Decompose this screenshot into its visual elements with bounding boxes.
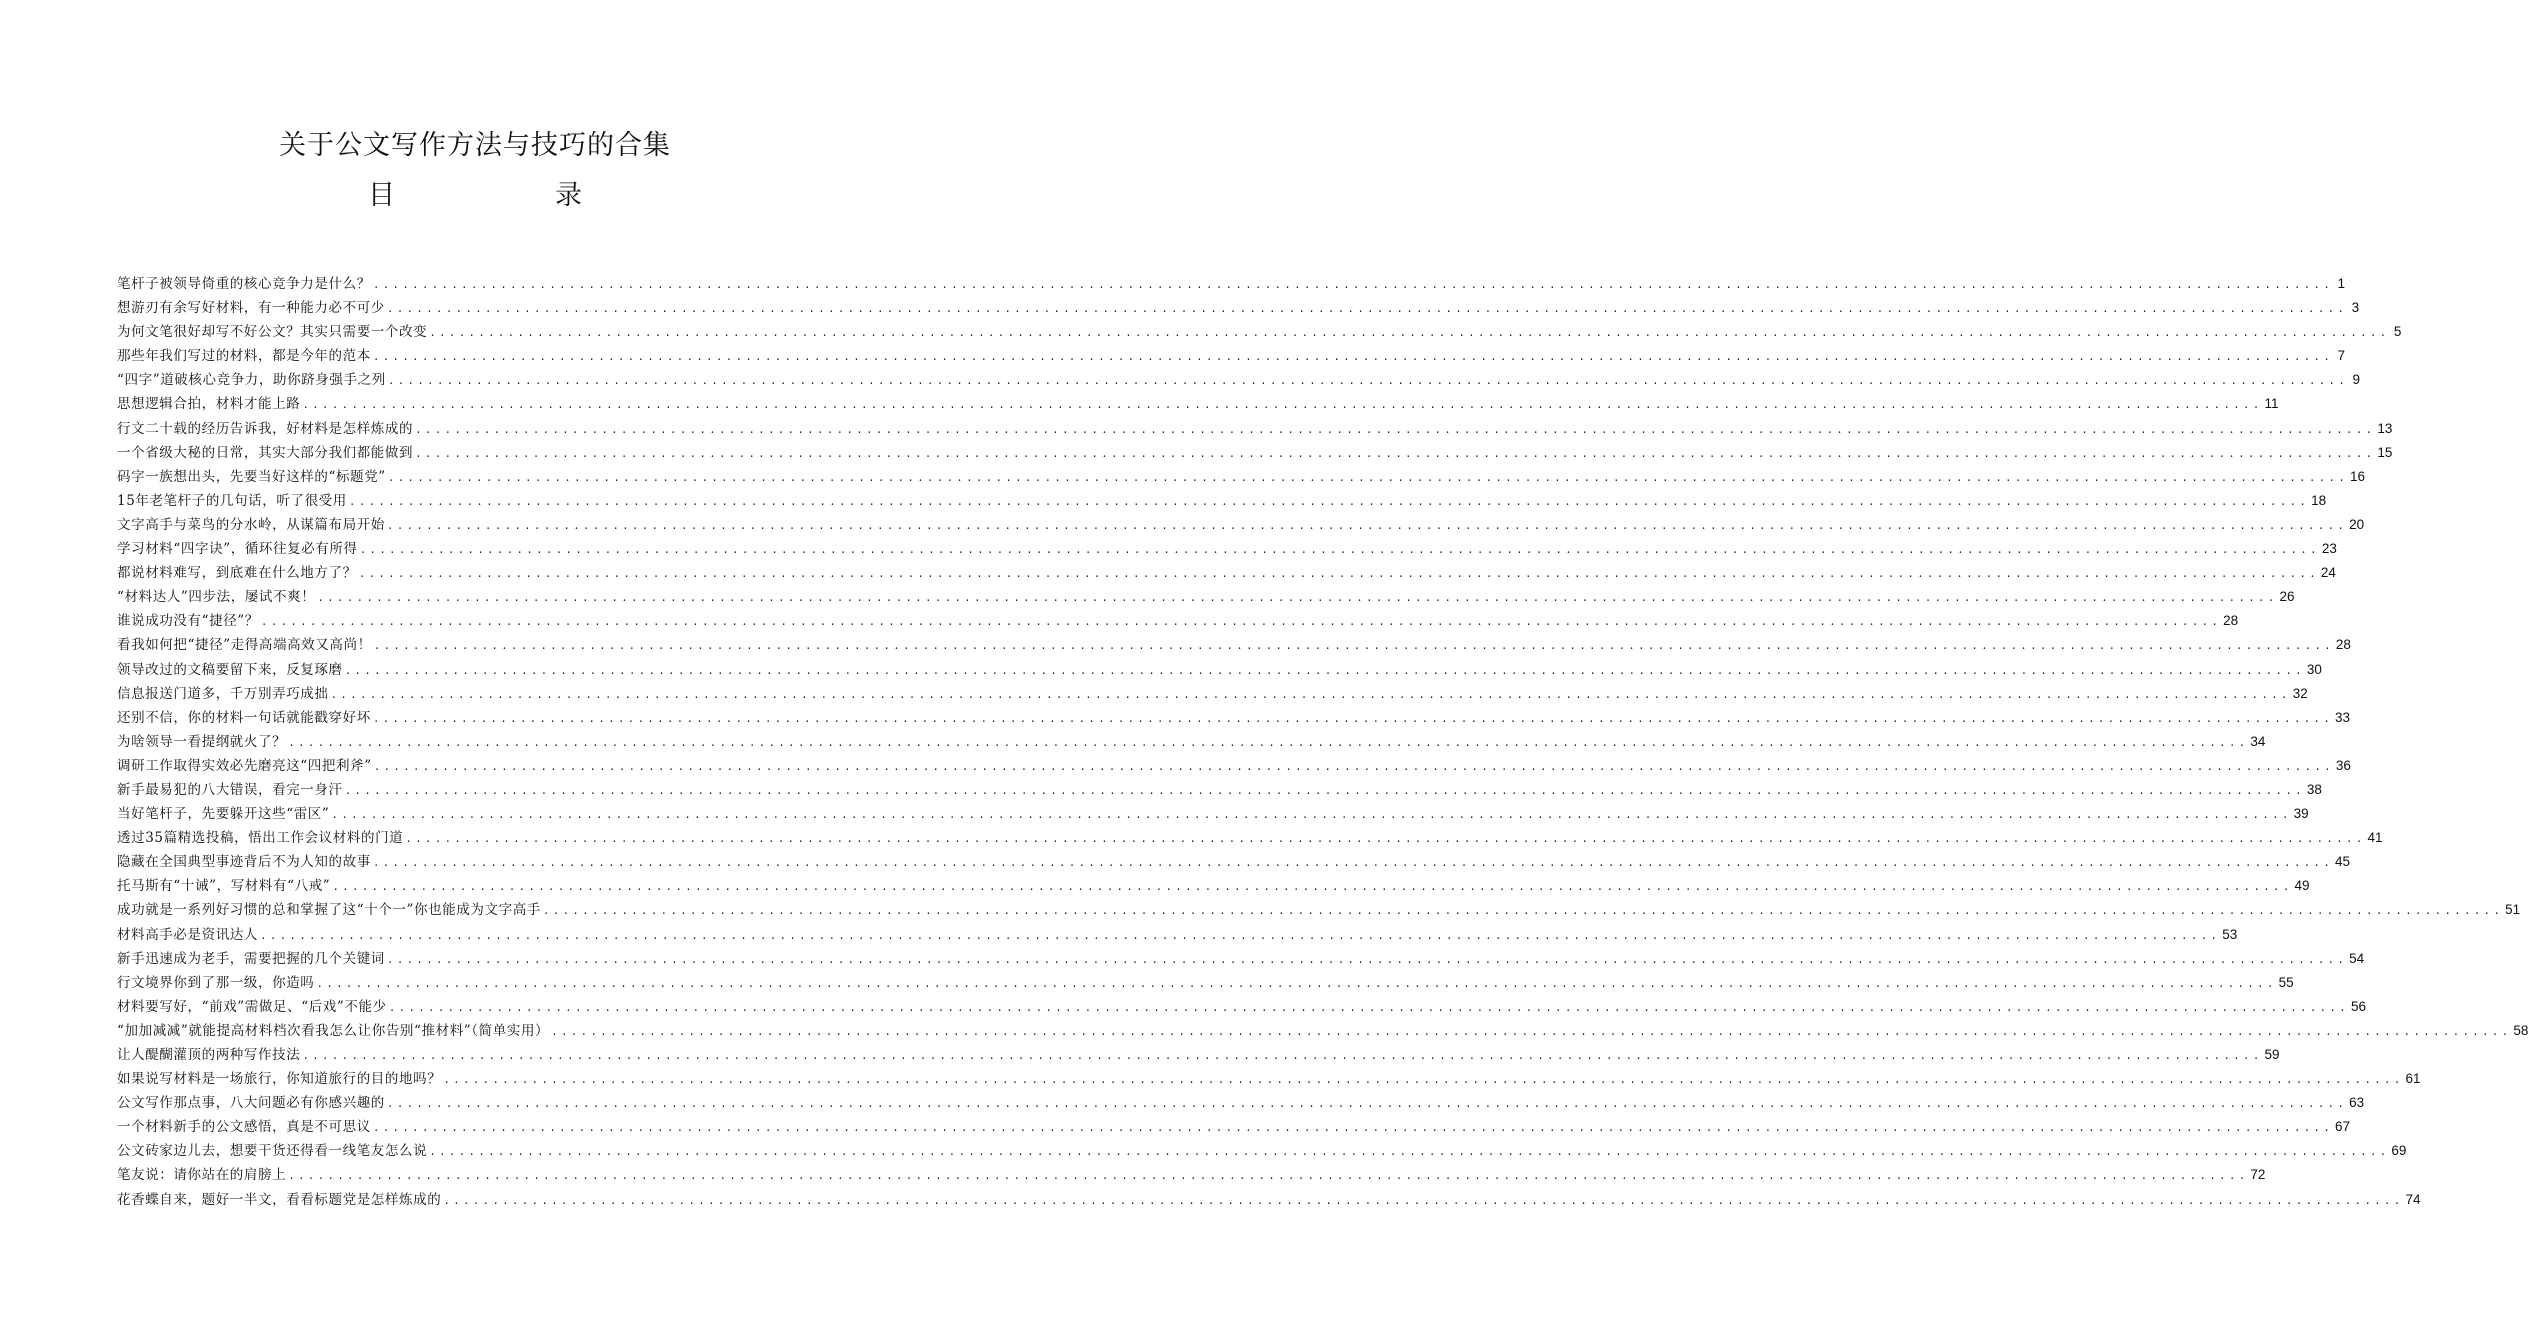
- toc-entry-title[interactable]: “材料达人”四步法，屡试不爽！: [117, 589, 316, 606]
- toc-entry-page-number[interactable]: 26: [2279, 589, 2295, 605]
- toc-entry-page-number[interactable]: 54: [2349, 950, 2365, 966]
- toc-entry-title[interactable]: 都说材料难写，到底难在什么地方了？: [117, 565, 357, 582]
- toc-entry-title[interactable]: 还别不信，你的材料一句话就能戳穿好坏: [117, 709, 371, 726]
- toc-entry-page-number[interactable]: 33: [2335, 709, 2351, 725]
- toc-entry[interactable]: [117, 898, 2521, 922]
- toc-leader-dots: ........................................................................................................................................................................................................: [415, 424, 2376, 437]
- toc-heading-right: 录: [555, 180, 582, 211]
- toc-entry-title[interactable]: 新手迅速成为老手，需要把握的几个关键词: [117, 950, 385, 967]
- toc-entry[interactable]: [117, 633, 2351, 657]
- toc-entry[interactable]: [117, 1043, 2280, 1067]
- toc-entry[interactable]: [117, 754, 2351, 778]
- toc-leader-dots: ........................................................................................................................................................................................................: [260, 930, 2221, 943]
- toc-leader-dots: ........................................................................................................................................................................................................: [372, 280, 2334, 292]
- toc-leader-dots: ........................................................................................................................................................................................................: [288, 1171, 2249, 1184]
- toc-leader-dots: ........................................................................................................................................................................................................: [344, 785, 2305, 798]
- toc-leader-dots: ........................................................................................................................................................................................................: [386, 954, 2348, 967]
- toc-entry-page-number[interactable]: 9: [2352, 372, 2361, 388]
- toc-entry-page-number[interactable]: 16: [2350, 468, 2366, 484]
- toc-entry[interactable]: [117, 537, 2337, 561]
- toc-leader-dots: ........................................................................................................................................................................................................: [542, 906, 2504, 919]
- toc-entry[interactable]: [117, 1067, 2421, 1091]
- toc-entry[interactable]: [117, 392, 2279, 416]
- toc-entry[interactable]: [117, 1091, 2365, 1115]
- toc-leader-dots: ........................................................................................................................................................................................................: [388, 1002, 2349, 1015]
- toc-entry-page-number[interactable]: 1: [2337, 276, 2346, 291]
- toc-entry-title[interactable]: 当好笔杆子，先要躲开这些“雷区”: [117, 806, 330, 823]
- toc-leader-dots: ........................................................................................................................................................................................................: [331, 810, 2292, 823]
- toc-entry[interactable]: [117, 296, 2360, 320]
- toc-entry-page-number[interactable]: 30: [2306, 661, 2322, 677]
- toc-leader-dots: ........................................................................................................................................................................................................: [405, 834, 2366, 847]
- toc-entry-title[interactable]: 花香蝶自来，题好一半文，看看标题党是怎样炼成的: [117, 1191, 442, 1208]
- toc-entry[interactable]: [117, 778, 2322, 802]
- toc-entry[interactable]: [117, 272, 2346, 296]
- toc-leader-dots: ........................................................................................................................................................................................................: [317, 593, 2278, 606]
- toc-entry-page-number[interactable]: 3: [2351, 300, 2360, 316]
- toc-entry-title[interactable]: 为何文笔很好却写不好公文？其实只需要一个改变: [117, 324, 428, 341]
- toc-entry-page-number[interactable]: 72: [2250, 1167, 2266, 1183]
- toc-leader-dots: ........................................................................................................................................................................................................: [302, 400, 2263, 413]
- toc-entry[interactable]: [117, 1115, 2351, 1139]
- toc-entry[interactable]: [117, 1163, 2266, 1187]
- toc-leader-dots: ........................................................................................................................................................................................................: [332, 882, 2293, 895]
- toc-leader-dots: ........................................................................................................................................................................................................: [386, 304, 2348, 317]
- toc-entry-page-number[interactable]: 32: [2292, 685, 2308, 701]
- toc-entry-title[interactable]: 成功就是一系列好习惯的总和掌握了这“十个一”你也能成为文字高手: [117, 902, 541, 919]
- toc-entry-page-number[interactable]: 49: [2294, 878, 2310, 894]
- toc-entry-title[interactable]: 为啥领导一看提纲就火了？: [117, 733, 287, 750]
- toc-entry-page-number[interactable]: 11: [2264, 396, 2279, 412]
- toc-entry-title[interactable]: 文字高手与菜鸟的分水岭，从谋篇布局开始: [117, 516, 385, 533]
- toc-entry-page-number[interactable]: 28: [2335, 637, 2351, 653]
- toc-entry[interactable]: [117, 947, 2365, 971]
- toc-entry-title[interactable]: 谁说成功没有“捷径”？: [117, 613, 259, 630]
- toc-entry-page-number[interactable]: 63: [2349, 1095, 2365, 1111]
- toc-entry-page-number[interactable]: 69: [2391, 1143, 2407, 1159]
- toc-leader-dots: ........................................................................................................................................................................................................: [372, 858, 2334, 871]
- toc-entry-page-number[interactable]: 58: [2513, 1022, 2528, 1038]
- toc-entry-title[interactable]: 行文二十载的经历告诉我，好材料是怎样炼成的: [117, 420, 414, 437]
- toc-entry-page-number[interactable]: 53: [2222, 926, 2238, 942]
- toc-entry-title[interactable]: 那些年我们写过的材料，都是今年的范本: [117, 348, 371, 365]
- toc-entry-page-number[interactable]: 7: [2337, 348, 2346, 364]
- toc-entry[interactable]: [117, 850, 2351, 874]
- toc-entry-page-number[interactable]: 20: [2349, 516, 2365, 532]
- toc-entry[interactable]: [117, 513, 2365, 537]
- toc-entry-page-number[interactable]: 38: [2306, 781, 2322, 797]
- toc-leader-dots: ........................................................................................................................................................................................................: [372, 352, 2334, 365]
- toc-entry-title[interactable]: 材料要写好，“前戏”需做足、“后戏”不能少: [117, 998, 387, 1015]
- toc-entry-title[interactable]: 公文砖家边儿去，想要干货还得看一线笔友怎么说: [117, 1143, 428, 1160]
- toc-leader-dots: ........................................................................................................................................................................................................: [372, 713, 2334, 726]
- toc-leader-dots: ........................................................................................................................................................................................................: [429, 1147, 2390, 1160]
- toc-entry-title[interactable]: 思想逻辑合拍，材料才能上路: [117, 396, 301, 413]
- toc-entry[interactable]: [117, 706, 2351, 730]
- toc-leader-dots: ........................................................................................................................................................................................................: [415, 448, 2376, 461]
- toc-leader-dots: ........................................................................................................................................................................................................: [373, 641, 2334, 654]
- toc-entry-title[interactable]: 隐藏在全国典型事迹背后不为人知的故事: [117, 854, 371, 871]
- toc-entry-page-number[interactable]: 51: [2505, 902, 2521, 918]
- toc-leader-dots: ........................................................................................................................................................................................................: [348, 496, 2310, 509]
- toc-entry-page-number[interactable]: 56: [2350, 998, 2366, 1014]
- toc-entry[interactable]: [117, 561, 2336, 585]
- toc-leader-dots: ........................................................................................................................................................................................................: [373, 761, 2334, 774]
- toc-heading-left: 目: [368, 180, 395, 211]
- toc-entry-title[interactable]: 新手最易犯的八大错误，看完一身汗: [117, 781, 343, 798]
- toc-entry-title[interactable]: 公文写作那点事，八大问题必有你感兴趣的: [117, 1095, 385, 1112]
- toc-entry-title[interactable]: 笔杆子被领导倚重的核心竞争力是什么？: [117, 276, 371, 292]
- toc-entry[interactable]: [117, 1019, 2528, 1043]
- toc-entry-title[interactable]: 领导改过的文稿要留下来，反复琢磨: [117, 661, 343, 678]
- toc-entry[interactable]: [117, 682, 2308, 706]
- toc-entry[interactable]: [117, 489, 2327, 513]
- toc-entry[interactable]: [117, 971, 2294, 995]
- toc-leader-dots: ........................................................................................................................................................................................................: [359, 545, 2320, 558]
- toc-entry-title[interactable]: 行文境界你到了那一级，你造吗: [117, 974, 315, 991]
- toc-entry-page-number[interactable]: 59: [2264, 1047, 2280, 1062]
- toc-entry[interactable]: [117, 344, 2346, 368]
- toc-entry-page-number[interactable]: 28: [2223, 613, 2239, 629]
- toc-entry-page-number[interactable]: 13: [2377, 420, 2393, 436]
- toc-leader-dots: ........................................................................................................................................................................................................: [386, 520, 2348, 533]
- toc-leader-dots: ........................................................................................................................................................................................................: [443, 1075, 2404, 1088]
- toc-leader-dots: ........................................................................................................................................................................................................: [387, 376, 2349, 389]
- toc-leader-dots: ........................................................................................................................................................................................................: [372, 1123, 2334, 1136]
- toc-entry-page-number[interactable]: 45: [2335, 854, 2351, 870]
- toc-entry-page-number[interactable]: 39: [2293, 806, 2309, 822]
- toc-leader-dots: ........................................................................................................................................................................................................: [386, 1099, 2348, 1112]
- toc-entry[interactable]: [117, 1139, 2407, 1163]
- toc-entry-page-number[interactable]: 36: [2335, 757, 2351, 773]
- toc-entry[interactable]: [117, 658, 2322, 682]
- toc-leader-dots: ........................................................................................................................................................................................................: [443, 1195, 2404, 1208]
- toc-entry-title[interactable]: 调研工作取得实效必先磨亮这“四把利斧”: [117, 757, 372, 774]
- toc-entry[interactable]: [117, 609, 2239, 633]
- toc-entry[interactable]: [117, 826, 2383, 850]
- toc-leader-dots: ........................................................................................................................................................................................................: [302, 1051, 2263, 1063]
- toc-entry-title[interactable]: “加加减减”就能提高材料档次看我怎么让你告别“推材料”（简单实用）: [117, 1022, 550, 1039]
- toc-entry-page-number[interactable]: 67: [2335, 1119, 2351, 1135]
- toc-entry[interactable]: [117, 441, 2393, 465]
- table-of-contents: [117, 272, 2528, 1212]
- toc-entry-page-number[interactable]: 24: [2320, 565, 2336, 581]
- toc-entry-title[interactable]: 一个材料新手的公文感悟，真是不可思议: [117, 1119, 371, 1136]
- toc-entry-title[interactable]: 材料高手必是资讯达人: [117, 926, 258, 943]
- toc-leader-dots: ........................................................................................................................................................................................................: [330, 689, 2291, 702]
- toc-entry-page-number[interactable]: 15: [2377, 444, 2393, 460]
- toc-entry-title[interactable]: 15年老笔杆子的几句话，听了很受用: [117, 492, 347, 509]
- toc-entry-title[interactable]: 看我如何把“捷径”走得高端高效又高尚！: [117, 637, 372, 654]
- toc-entry-page-number[interactable]: 18: [2311, 492, 2327, 508]
- toc-entry[interactable]: [117, 1188, 2421, 1212]
- toc-entry-title[interactable]: 如果说写材料是一场旅行，你知道旅行的目的地吗？: [117, 1071, 442, 1088]
- toc-entry-title[interactable]: 码字一族想出头，先要当好这样的“标题党”: [117, 468, 386, 485]
- toc-entry-page-number[interactable]: 23: [2321, 541, 2337, 557]
- toc-leader-dots: ........................................................................................................................................................................................................: [260, 617, 2222, 630]
- toc-entry[interactable]: [117, 730, 2266, 754]
- toc-entry-title[interactable]: “四字”道破核心竞争力，助你跻身强手之列: [117, 372, 386, 389]
- toc-entry-page-number[interactable]: 55: [2278, 974, 2294, 990]
- toc-entry-title[interactable]: 一个省级大秘的日常，其实大部分我们都能做到: [117, 444, 414, 461]
- document-title: 关于公文写作方法与技巧的合集: [279, 130, 671, 161]
- toc-entry-title[interactable]: 学习材料“四字诀”，循环往复必有所得: [117, 541, 358, 558]
- toc-entry-page-number[interactable]: 61: [2405, 1071, 2421, 1087]
- toc-leader-dots: ........................................................................................................................................................................................................: [316, 978, 2277, 991]
- toc-entry[interactable]: [117, 802, 2309, 826]
- toc-entry[interactable]: [117, 585, 2295, 609]
- toc-entry[interactable]: [117, 995, 2366, 1019]
- toc-entry-title[interactable]: 透过35篇精选投稿，悟出工作会议材料的门道: [117, 830, 404, 847]
- toc-entry-title[interactable]: 笔友说：请你站在的肩膀上: [117, 1167, 287, 1184]
- toc-leader-dots: ........................................................................................................................................................................................................: [387, 472, 2349, 485]
- toc-entry-page-number[interactable]: 41: [2367, 830, 2383, 846]
- toc-entry-title[interactable]: 托马斯有“十诫”，写材料有“八戒”: [117, 878, 331, 895]
- toc-leader-dots: ........................................................................................................................................................................................................: [344, 665, 2305, 678]
- toc-entry-page-number[interactable]: 74: [2405, 1191, 2421, 1207]
- toc-entry-title[interactable]: 让人醍醐灌顶的两种写作技法: [117, 1047, 301, 1063]
- toc-leader-dots: ........................................................................................................................................................................................................: [551, 1026, 2512, 1039]
- toc-entry-title[interactable]: 信息报送门道多，千万别弄巧成拙: [117, 685, 329, 702]
- toc-heading: [0, 178, 950, 214]
- toc-entry[interactable]: [117, 923, 2238, 947]
- toc-entry-page-number[interactable]: 34: [2250, 733, 2266, 749]
- toc-entry[interactable]: [117, 417, 2393, 441]
- toc-entry[interactable]: [117, 465, 2366, 489]
- toc-entry[interactable]: [117, 320, 2402, 344]
- toc-entry-page-number[interactable]: 5: [2393, 324, 2402, 340]
- toc-leader-dots: ........................................................................................................................................................................................................: [358, 569, 2319, 582]
- toc-entry-title[interactable]: 想游刃有余写好材料，有一种能力必不可少: [117, 300, 385, 317]
- toc-entry[interactable]: [117, 368, 2361, 392]
- toc-leader-dots: ........................................................................................................................................................................................................: [429, 328, 2390, 341]
- toc-leader-dots: ........................................................................................................................................................................................................: [288, 737, 2249, 750]
- toc-entry[interactable]: [117, 874, 2310, 898]
